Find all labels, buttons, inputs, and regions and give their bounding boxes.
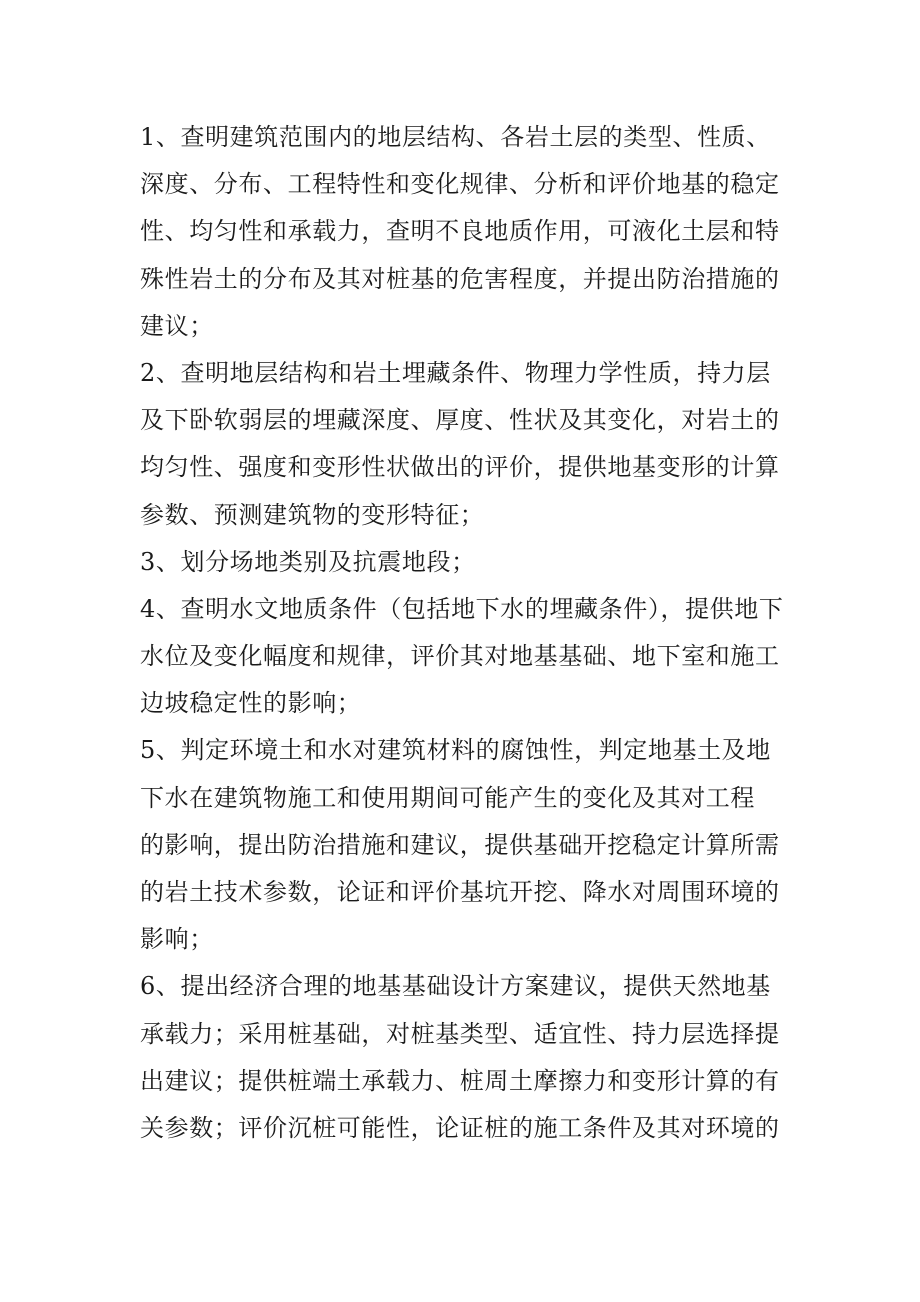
- text-line: 1、查明建筑范围内的地层结构、各岩土层的类型、性质、: [140, 123, 771, 151]
- text-line: 建议；: [140, 311, 214, 340]
- text-line: 殊性岩土的分布及其对桩基的危害程度，并提出防治措施的: [140, 264, 780, 293]
- text-line: 出建议；提供桩端土承载力、桩周土摩擦力和变形计算的有: [140, 1066, 780, 1095]
- text-line: 性、均匀性和承载力，查明不良地质作用，可液化土层和特: [140, 217, 780, 246]
- text-line: 的影响，提出防治措施和建议，提供基础开挖稳定计算所需: [140, 830, 780, 859]
- text-line: 3、划分场地类别及抗震地段；: [140, 547, 476, 576]
- text-line: 影响；: [140, 925, 214, 954]
- text-line: 水位及变化幅度和规律，评价其对地基基础、地下室和施工: [140, 642, 780, 671]
- text-line: 的岩土技术参数，论证和评价基坑开挖、降水对周围环境的: [140, 878, 780, 906]
- text-line: 承载力；采用桩基础，对桩基类型、适宜性、持力层选择提: [140, 1019, 780, 1048]
- text-line: 均匀性、强度和变形性状做出的评价，提供地基变形的计算: [140, 453, 780, 482]
- text-line: 深度、分布、工程特性和变化规律、分析和评价地基的稳定: [140, 170, 780, 199]
- text-line: 边坡稳定性的影响；: [140, 689, 362, 718]
- text-line: 参数、预测建筑物的变形特征；: [140, 500, 485, 529]
- text-line: 6、提出经济合理的地基基础设计方案建议，提供天然地基: [140, 972, 771, 1001]
- text-line: 关参数；评价沉桩可能性，论证桩的施工条件及其对环境的: [140, 1113, 780, 1142]
- text-line: 下水在建筑物施工和使用期间可能产生的变化及其对工程: [140, 783, 755, 812]
- body-text: [140, 114, 790, 1152]
- text-line: 5、判定环境土和水对建筑材料的腐蚀性，判定地基土及地: [140, 736, 771, 765]
- text-line: 4、查明水文地质条件（包括地下水的埋藏条件），提供地下: [140, 594, 784, 623]
- text-line: 2、查明地层结构和岩土埋藏条件、物理力学性质，持力层: [140, 358, 771, 387]
- text-line: 及下卧软弱层的埋藏深度、厚度、性状及其变化，对岩土的: [140, 406, 780, 435]
